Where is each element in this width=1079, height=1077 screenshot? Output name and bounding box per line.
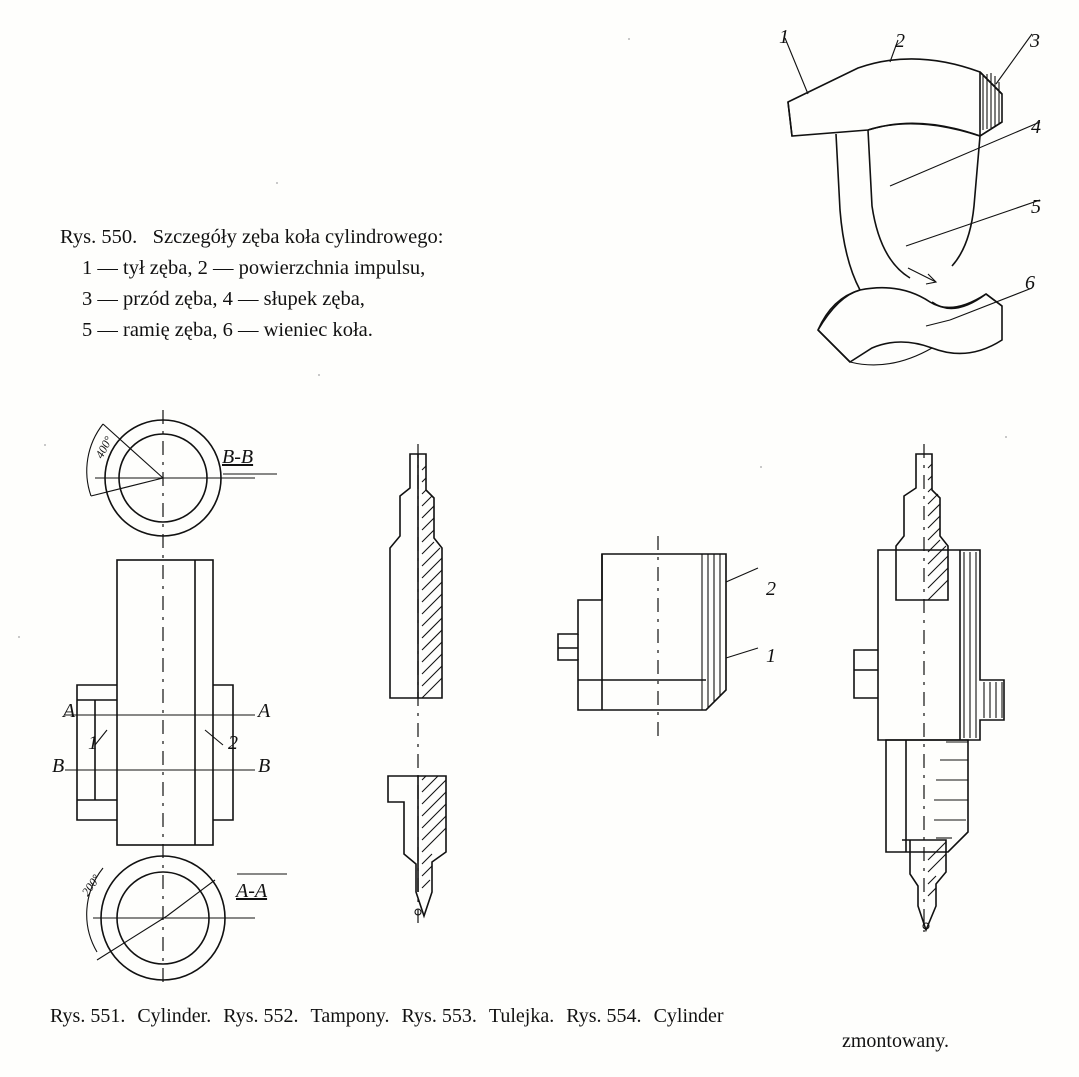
figure-553-caption-text: Tulejka. — [488, 1005, 555, 1027]
scan-speckle — [1005, 436, 1007, 438]
angle-200: 200° — [78, 871, 104, 899]
figure-551-part-1: 1 — [88, 732, 98, 754]
figure-551-caption-number: Rys. 551. — [50, 1005, 126, 1027]
callout-1: 1 — [779, 26, 789, 48]
callout-5: 5 — [1031, 196, 1041, 218]
scan-speckle — [628, 38, 630, 40]
figure-554-drawing — [840, 440, 1060, 940]
figure-551-caption-text: Cylinder. — [137, 1005, 212, 1027]
scan-speckle — [318, 374, 320, 376]
callout-3: 3 — [1030, 30, 1040, 52]
figure-552-caption-number: Rys. 552. — [223, 1005, 299, 1027]
section-label-aa: A-A — [236, 880, 268, 902]
callout-4: 4 — [1031, 116, 1041, 138]
figure-551-drawing — [55, 400, 355, 1000]
callout-2: 2 — [895, 30, 905, 52]
bottom-caption-row — [50, 1005, 1060, 1053]
scan-speckle — [18, 636, 20, 638]
figure-554-caption-text-line2: zmontowany. — [842, 1030, 950, 1052]
angle-400: 400° — [92, 433, 116, 461]
figure-554-caption-text: Cylinder — [653, 1005, 724, 1027]
callout-6: 6 — [1025, 272, 1035, 294]
figure-550-legend-line-3: 5 — ramię zęba, 6 — wieniec koła. — [82, 319, 373, 341]
cut-mark-b-right: B — [258, 755, 271, 777]
figure-550-caption-number: Rys. 550. — [60, 226, 138, 248]
figure-551-part-2: 2 — [228, 732, 238, 754]
figure-550-drawing — [740, 10, 1070, 390]
figure-553-drawing — [530, 530, 790, 760]
figure-550-caption-text: Szczegóły zęba koła cylindrowego: — [152, 226, 444, 248]
figure-552-caption-text: Tampony. — [310, 1005, 390, 1027]
figure-553-part-2: 2 — [766, 578, 776, 600]
section-label-bb: B-B — [222, 446, 254, 468]
scan-speckle — [760, 466, 762, 468]
figure-553-part-1: 1 — [766, 645, 776, 667]
figure-550-legend-line-1: 1 — tył zęba, 2 — powierzchnia impulsu, — [82, 257, 426, 279]
figure-550-caption — [60, 222, 443, 346]
scan-speckle — [44, 444, 46, 446]
figure-554-caption-number: Rys. 554. — [566, 1005, 642, 1027]
cut-mark-a-left: A — [63, 700, 76, 722]
figure-553-caption-number: Rys. 553. — [401, 1005, 477, 1027]
cut-mark-b-left: B — [52, 755, 65, 777]
figure-550-legend-line-2: 3 — przód zęba, 4 — słupek zęba, — [82, 288, 365, 310]
scan-speckle — [276, 182, 278, 184]
cut-mark-a-right: A — [258, 700, 271, 722]
figure-552-drawing — [360, 440, 490, 930]
